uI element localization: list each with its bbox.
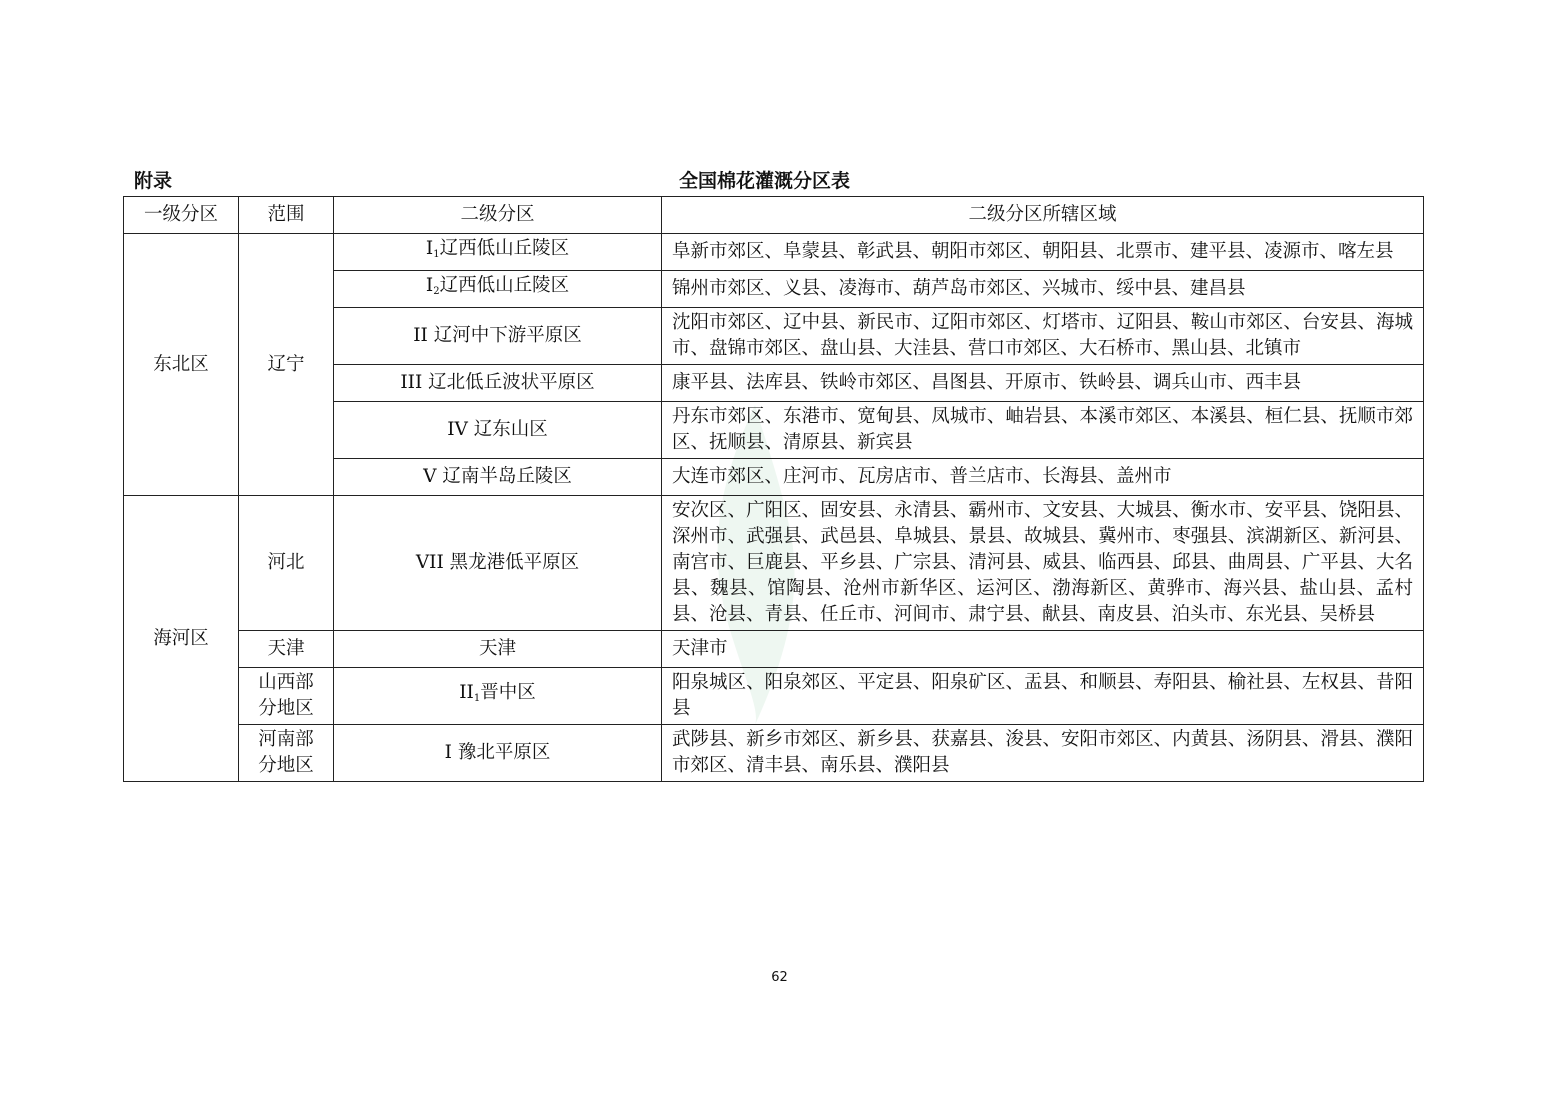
scope-cell: 天津 (239, 631, 334, 668)
level2-cell (334, 668, 662, 725)
header-level2: 二级分区 (334, 197, 662, 234)
appendix-label: 附录 (134, 170, 173, 192)
scope-cell: 河南部分地区 (239, 725, 334, 782)
scope-cell: 河北 (239, 496, 334, 631)
level2-cell (334, 234, 662, 271)
table-row (124, 668, 1424, 725)
table-header-row (124, 197, 1424, 234)
level2-subscript: 1 (433, 249, 440, 260)
table-row (124, 496, 1424, 631)
scope-cell: 山西部分地区 (239, 668, 334, 725)
level2-cell: IV 辽东山区 (334, 402, 662, 459)
level2-cell: 天津 (334, 631, 662, 668)
level2-subscript: 1 (473, 693, 481, 704)
areas-cell: 沈阳市郊区、辽中县、新民市、辽阳市郊区、灯塔市、辽阳县、鞍山市郊区、台安县、海城市、盘锦市郊区、盘山县、大洼县、营口市郊区、大石桥市、黑山县、北镇市 (662, 308, 1424, 365)
level2-cell: I 豫北平原区 (334, 725, 662, 782)
level2-cell: VII 黑龙港低平原区 (334, 496, 662, 631)
heading-row (134, 168, 1422, 196)
level2-cell: III 辽北低丘波状平原区 (334, 365, 662, 402)
header-scope: 范围 (239, 197, 334, 234)
level1-cell: 东北区 (124, 234, 239, 496)
header-level1: 一级分区 (124, 197, 239, 234)
areas-cell: 阜新市郊区、阜蒙县、彰武县、朝阳市郊区、朝阳县、北票市、建平县、凌源市、喀左县 (662, 234, 1424, 271)
scope-cell: 辽宁 (239, 234, 334, 496)
level2-prefix: I (425, 275, 434, 296)
areas-cell: 康平县、法库县、铁岭市郊区、昌图县、开原市、铁岭县、调兵山市、西丰县 (662, 365, 1424, 402)
level2-cell: II 辽河中下游平原区 (334, 308, 662, 365)
level2-name: 辽西低山丘陵区 (439, 238, 570, 259)
irrigation-zone-table (123, 196, 1424, 782)
level2-subscript: 2 (433, 286, 440, 297)
level2-name: 晋中区 (480, 682, 536, 703)
level2-prefix: I (425, 238, 434, 259)
level2-cell: V 辽南半岛丘陵区 (334, 459, 662, 496)
table-row (124, 725, 1424, 782)
table-title: 全国棉花灌溉分区表 (679, 170, 851, 192)
level2-cell (334, 271, 662, 308)
areas-cell: 丹东市郊区、东港市、宽甸县、凤城市、岫岩县、本溪市郊区、本溪县、桓仁县、抚顺市郊区、抚顺县、清原县、新宾县 (662, 402, 1424, 459)
level2-prefix: II (459, 682, 474, 703)
table-row (124, 234, 1424, 271)
areas-cell: 安次区、广阳区、固安县、永清县、霸州市、文安县、大城县、衡水市、安平县、饶阳县、深州市、武强县、武邑县、阜城县、景县、故城县、冀州市、枣强县、滨湖新区、新河县、南宫市、巨鹿县、平乡县、广宗县、清河县、威县、临西县、邱县、曲周县、广平县、大名县、魏县、馆陶县、沧州市新华区、运河区、渤海新区、黄骅市、海兴县、盐山县、孟村县、沧县、青县、任丘市、河间市、肃宁县、献县、南皮县、泊头市、东光县、吴桥县 (662, 496, 1424, 631)
areas-cell: 阳泉城区、阳泉郊区、平定县、阳泉矿区、盂县、和顺县、寿阳县、榆社县、左权县、昔阳县 (662, 668, 1424, 725)
areas-cell: 锦州市郊区、义县、凌海市、葫芦岛市郊区、兴城市、绥中县、建昌县 (662, 271, 1424, 308)
level2-name: 辽西低山丘陵区 (439, 275, 570, 296)
page-number: 62 (771, 970, 788, 985)
areas-cell: 天津市 (662, 631, 1424, 668)
areas-cell: 大连市郊区、庄河市、瓦房店市、普兰店市、长海县、盖州市 (662, 459, 1424, 496)
level1-cell: 海河区 (124, 496, 239, 782)
table-row (124, 631, 1424, 668)
header-areas: 二级分区所辖区域 (662, 197, 1424, 234)
areas-cell: 武陟县、新乡市郊区、新乡县、获嘉县、浚县、安阳市郊区、内黄县、汤阴县、滑县、濮阳市郊区、清丰县、南乐县、濮阳县 (662, 725, 1424, 782)
